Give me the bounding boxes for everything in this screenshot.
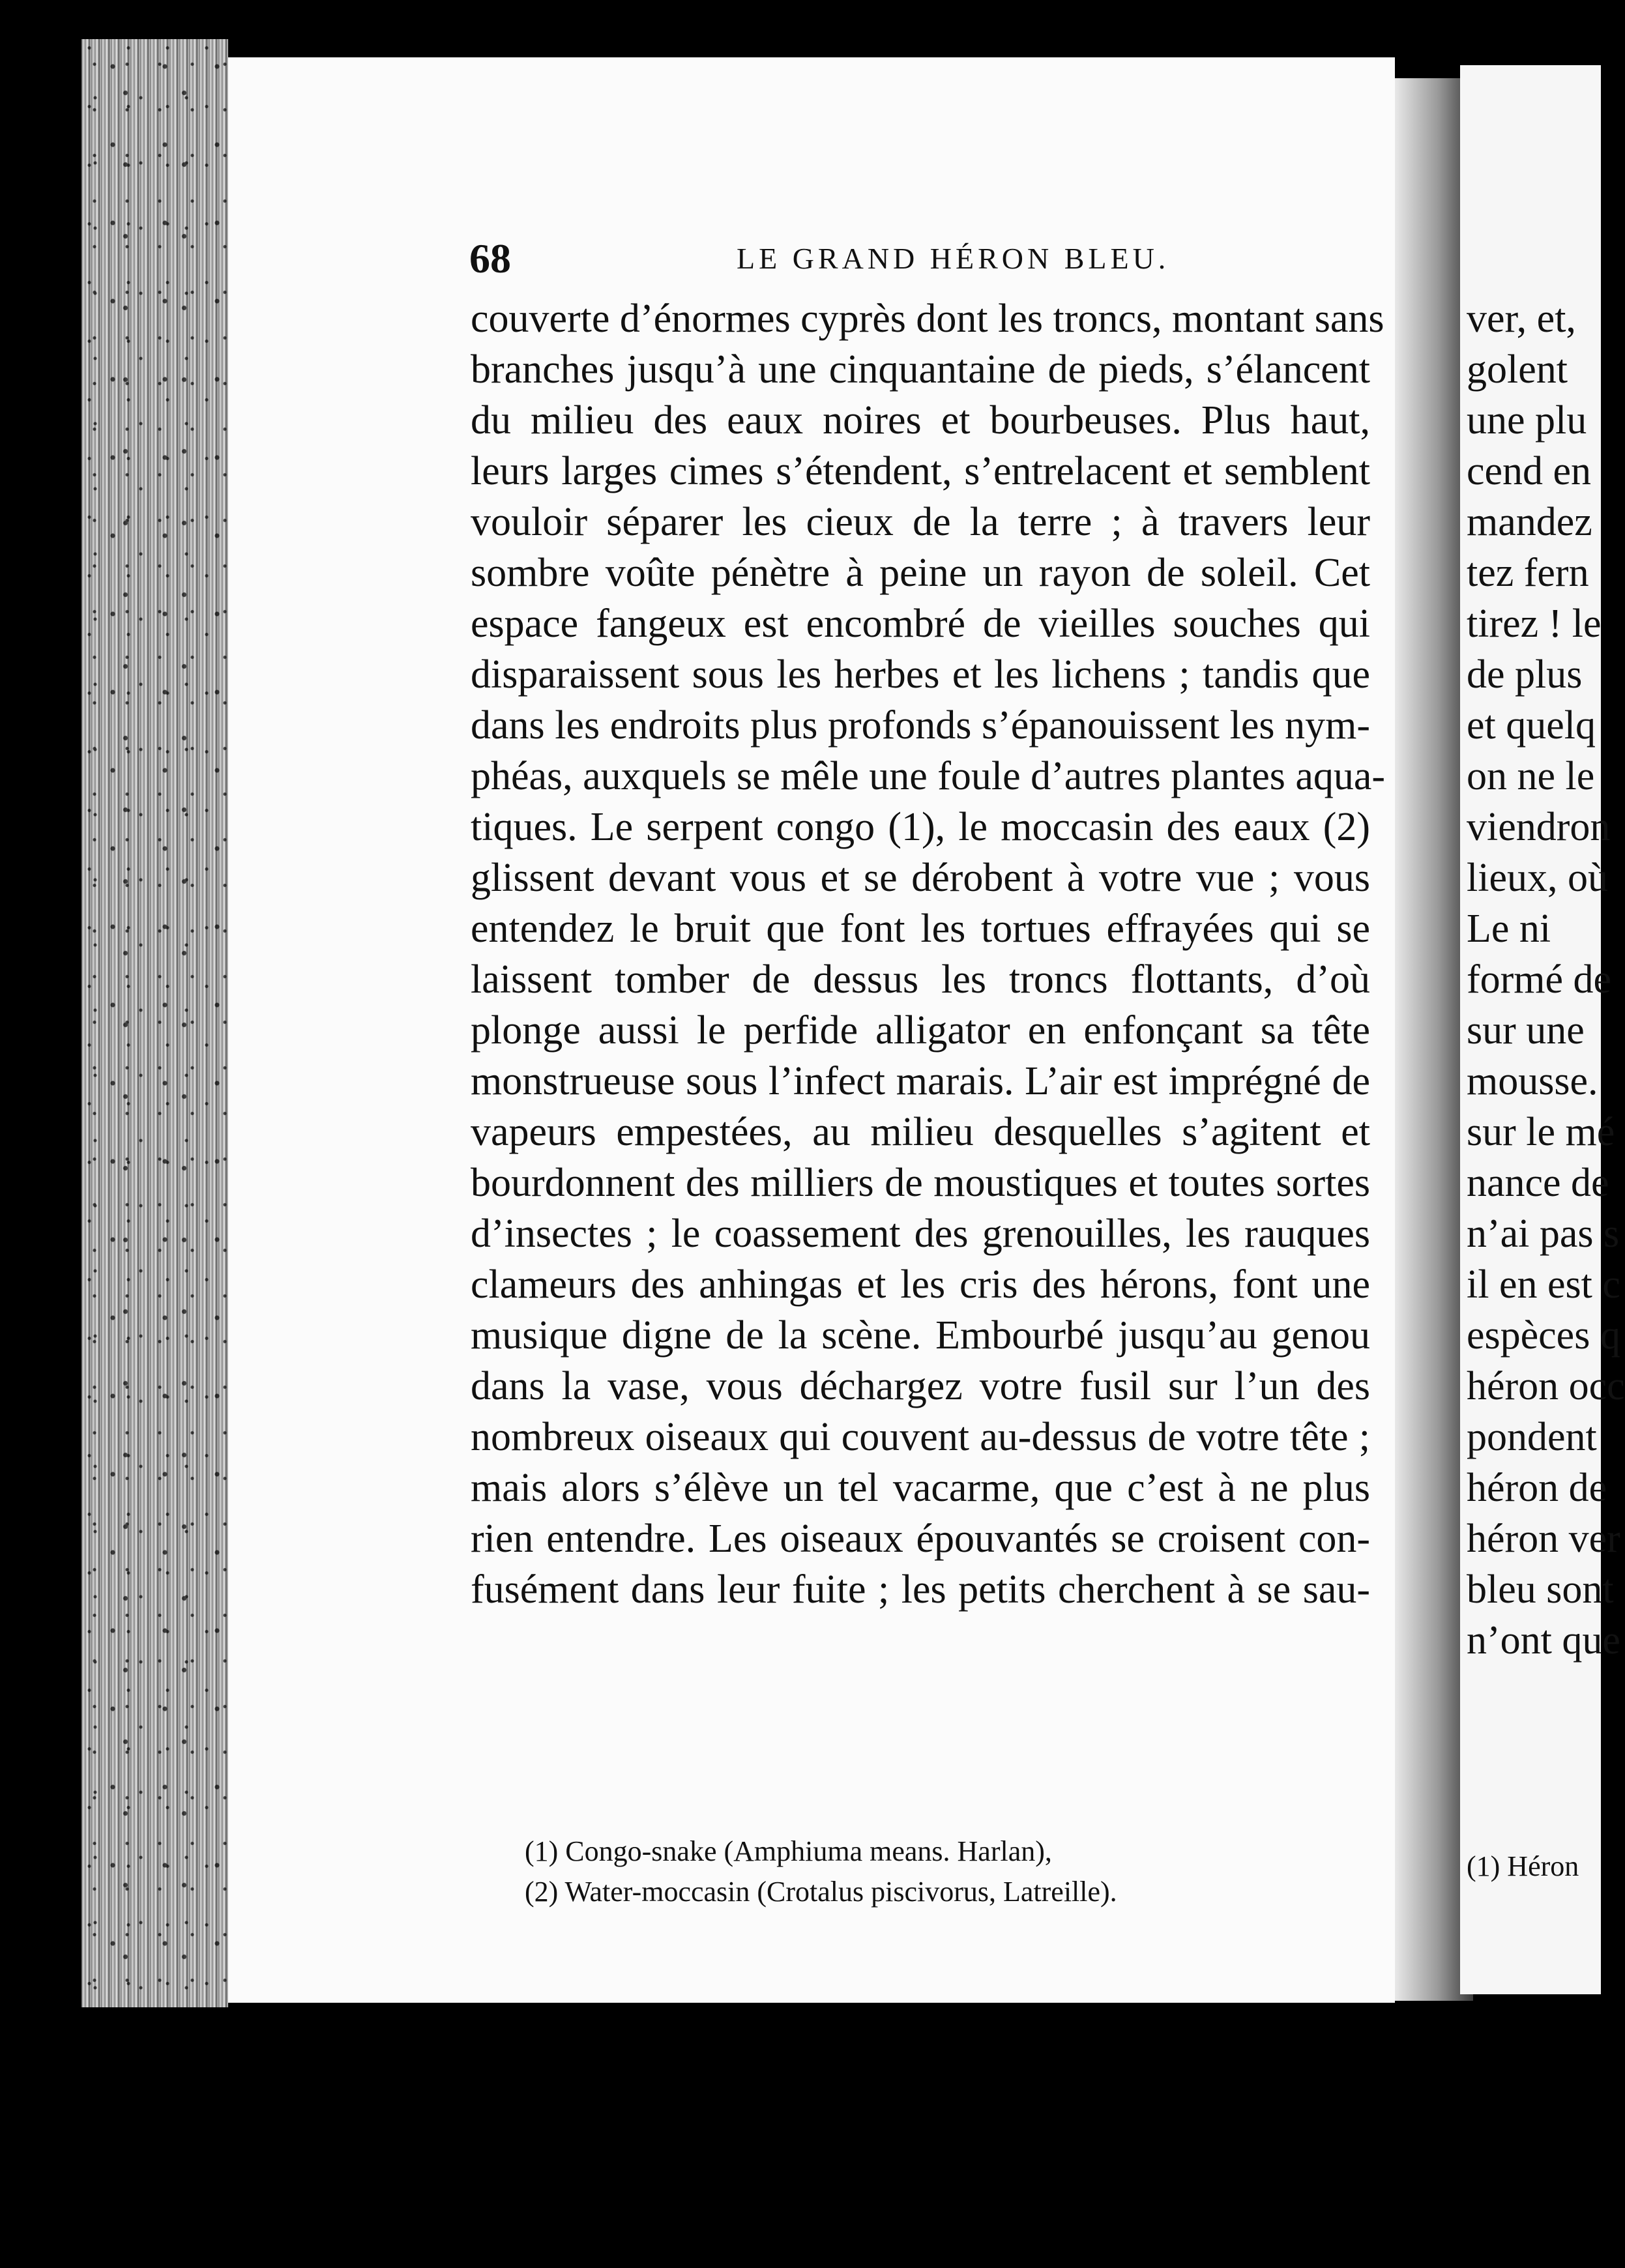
text-line: d’insectes ; le coassement des grenouilles, les rauques: [471, 1212, 1370, 1256]
running-title: LE GRAND HÉRON BLEU.: [737, 242, 1170, 275]
text-line: couverte d’énormes cyprès dont les troncs, montant sans: [471, 297, 1384, 341]
text-line: rien entendre. Les oiseaux épouvantés se croisent con-: [471, 1517, 1370, 1561]
facing-text-line: ver, et,: [1467, 297, 1576, 341]
facing-text-line: et quelq: [1467, 703, 1596, 748]
text-line: dans les endroits plus profonds s’épanouissent les nym-: [471, 703, 1370, 748]
text-line: du milieu des eaux noires et bourbeuses. Plus haut,: [471, 398, 1370, 443]
facing-text-line: n’ont que: [1467, 1618, 1620, 1663]
text-line: monstrueuse sous l’infect marais. L’air est imprégné de: [471, 1059, 1370, 1103]
facing-text-line: sur une: [1467, 1008, 1585, 1053]
book-page-edges: [81, 39, 228, 2007]
facing-text-line: golent: [1467, 347, 1568, 392]
facing-text-line: mousse.: [1467, 1059, 1598, 1103]
text-line: entendez le bruit que font les tortues effrayées qui se: [471, 907, 1370, 951]
text-line: disparaissent sous les herbes et les lichens ; tandis que: [471, 652, 1370, 697]
text-line: tiques. Le serpent congo (1), le moccasin des eaux (2): [471, 805, 1370, 849]
footnotes: [525, 1831, 1340, 1912]
facing-text-line: sur le mé: [1467, 1110, 1615, 1154]
text-line: phéas, auxquels se mêle une foule d’autres plantes aqua-: [471, 754, 1386, 798]
facing-text-line: tirez ! le: [1467, 602, 1602, 646]
text-line: bourdonnent des milliers de moustiques et toutes sortes: [471, 1161, 1370, 1205]
text-line: nombreux oiseaux qui couvent au-dessus de votre tête ;: [471, 1415, 1370, 1459]
text-line: sombre voûte pénètre à peine un rayon de soleil. Cet: [471, 551, 1370, 595]
facing-text-line: bleu sont: [1467, 1567, 1614, 1612]
text-line: vapeurs empestées, au milieu desquelles s’agitent et: [471, 1110, 1370, 1154]
facing-text-line: espèces q: [1467, 1313, 1620, 1358]
facing-text-line: tez fern: [1467, 551, 1589, 595]
facing-text-line: pondent: [1467, 1415, 1597, 1459]
text-line: glissent devant vous et se dérobent à votre vue ; vous: [471, 856, 1370, 900]
footnote: (2) Water-moccasin (Crotalus piscivorus, Latreille).: [525, 1876, 1117, 1908]
text-line: clameurs des anhingas et les cris des hérons, font une: [471, 1262, 1370, 1307]
footnote: (1) Congo-snake (Amphiuma means. Harlan),: [525, 1835, 1052, 1867]
running-head: [469, 235, 1310, 287]
facing-text-line: formé de: [1467, 957, 1612, 1002]
text-line: mais alors s’élève un tel vacarme, que c’est à ne plus: [471, 1466, 1370, 1510]
facing-text-line: cend en: [1467, 449, 1592, 493]
text-line: branches jusqu’à une cinquantaine de pieds, s’élancent: [471, 347, 1370, 392]
facing-text-line: mandez: [1467, 500, 1592, 544]
text-line: plonge aussi le perfide alligator en enfonçant sa tête: [471, 1008, 1370, 1053]
facing-text-line: lieux, où: [1467, 856, 1608, 900]
facing-text-line: il en est c: [1467, 1262, 1620, 1307]
text-line: leurs larges cimes s’étendent, s’entrelacent et semblent: [471, 449, 1370, 493]
facing-text-line: héron ver: [1467, 1517, 1620, 1561]
facing-text-line: nance de: [1467, 1161, 1609, 1205]
text-line: espace fangeux est encombré de vieilles souches qui: [471, 602, 1370, 646]
facing-text-line: de plus: [1467, 652, 1583, 697]
text-line: vouloir séparer les cieux de la terre ; à travers leur: [471, 500, 1370, 544]
text-line: fusément dans leur fuite ; les petits cherchent à se sau-: [471, 1567, 1370, 1612]
text-line: laissent tomber de dessus les troncs flottants, d’où: [471, 957, 1370, 1002]
text-line: dans la vase, vous déchargez votre fusil sur l’un des: [471, 1364, 1370, 1408]
facing-text-line: n’ai pas s: [1467, 1212, 1620, 1256]
facing-text-line: Le ni: [1467, 907, 1551, 951]
body-text: [471, 293, 1386, 1615]
facing-text-line: une plu: [1467, 398, 1587, 443]
facing-footnote: (1) Héron: [1467, 1850, 1579, 1882]
facing-text-line: viendron: [1467, 805, 1611, 849]
text-line: musique digne de la scène. Embourbé jusqu’au genou: [471, 1313, 1370, 1358]
page-number: 68: [469, 235, 511, 282]
facing-page-text: [1467, 293, 1625, 1666]
facing-text-line: héron de: [1467, 1466, 1607, 1510]
facing-text-line: on ne le: [1467, 754, 1595, 798]
facing-text-line: héron occ: [1467, 1364, 1625, 1408]
